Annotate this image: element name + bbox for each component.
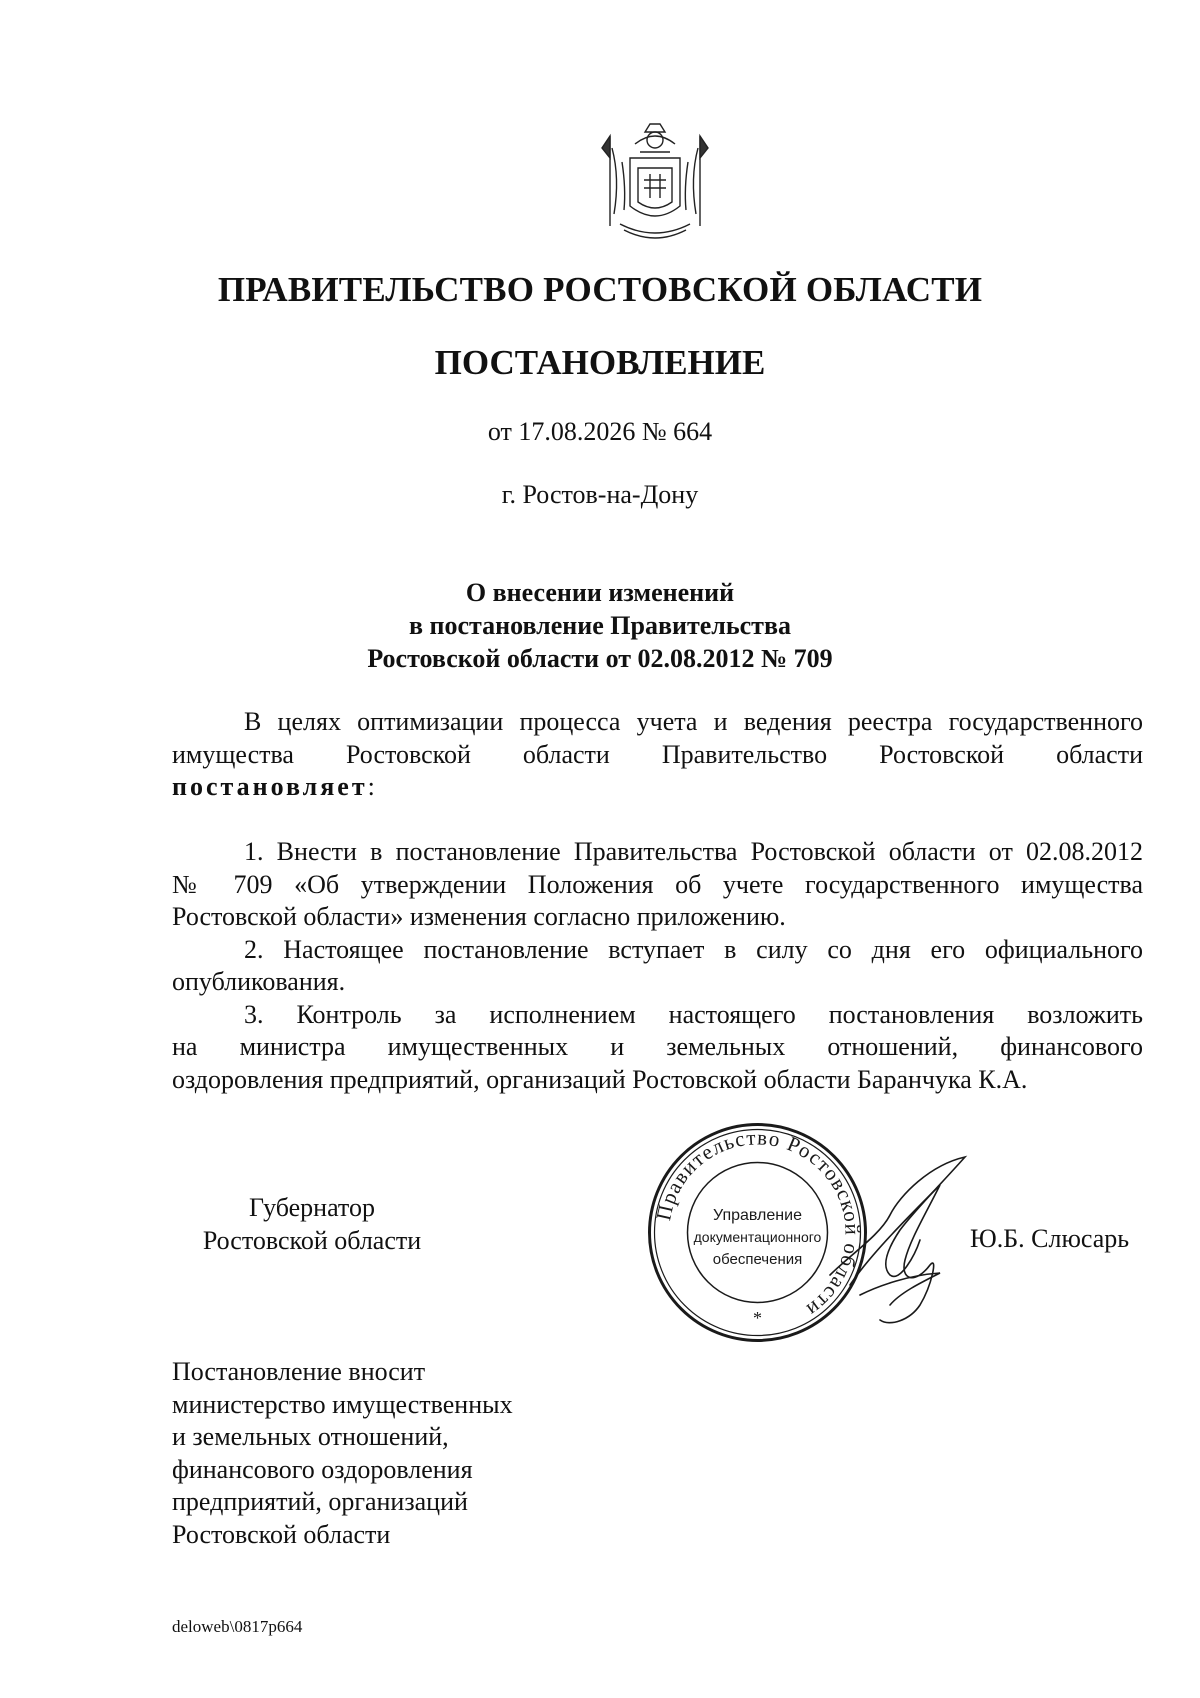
document-city: г. Ростов-на-Дону: [501, 480, 699, 509]
document-date-number: от 17.08.2026 № 664: [487, 417, 713, 446]
signatory-position: [172, 1191, 452, 1257]
subject-line: О внесении изменений: [465, 578, 735, 607]
document-type: ПОСТАНОВЛЕНИЕ: [434, 343, 766, 382]
submitter-note: [172, 1356, 513, 1551]
seal-outer-text: Правительство Ростовской области: [651, 1125, 865, 1323]
decree-colon: :: [367, 772, 375, 801]
coat-of-arms-icon: [600, 118, 710, 244]
note-line: Постановление вносит: [172, 1357, 426, 1386]
subject-line: Ростовской области от 02.08.2012 № 709: [367, 644, 833, 673]
note-line: Ростовской области: [172, 1519, 391, 1549]
document-code: deloweb\0817p664: [172, 1617, 303, 1636]
org-title: ПРАВИТЕЛЬСТВО РОСТОВСКОЙ ОБЛАСТИ: [217, 270, 983, 309]
item-line: 3. Контроль за исполнением настоящего постановления возложить: [244, 999, 1143, 1029]
item-line: 2. Настоящее постановление вступает в силу со дня его официального: [244, 934, 1143, 964]
preamble-line: имущества Ростовской области Правительство Ростовской области: [172, 739, 1143, 769]
decree-items: [172, 836, 1143, 1096]
item-line: на министра имущественных и земельных отношений, финансового: [172, 1032, 1143, 1061]
position-line: Ростовской области: [202, 1226, 422, 1255]
preamble-line: В целях оптимизации процесса учета и ведения реестра государственного: [244, 707, 1143, 736]
seal-star: *: [753, 1308, 762, 1328]
item-line: № 709 «Об утверждении Положения об учете государственного имущества: [172, 869, 1143, 899]
seal-inner-line: документационного: [693, 1229, 822, 1245]
seal-inner-line: Управление: [713, 1207, 802, 1224]
position-line: Губернатор: [249, 1193, 375, 1222]
handwritten-signature: [820, 1155, 985, 1330]
subject-line: в постановление Правительства: [408, 611, 791, 640]
note-line: министерство имущественных: [172, 1389, 513, 1419]
note-line: финансового оздоровления: [172, 1454, 473, 1484]
item-line: Ростовской области» изменения согласно приложению.: [172, 902, 786, 931]
item-line: опубликования.: [172, 967, 346, 996]
note-line: и земельных отношений,: [172, 1422, 449, 1451]
item-line: оздоровления предприятий, организаций Ростовской области Баранчука К.А.: [172, 1064, 1028, 1094]
document-subject: [0, 576, 1200, 675]
signatory-name: Ю.Б. Слюсарь: [970, 1224, 1130, 1253]
note-line: предприятий, организаций: [172, 1487, 468, 1516]
preamble: [172, 706, 1143, 804]
seal-inner-line: обеспечения: [712, 1251, 803, 1268]
item-line: 1. Внести в постановление Правительства Ростовской области от 02.08.2012: [244, 837, 1143, 866]
decree-verb: постановляет: [172, 772, 368, 801]
